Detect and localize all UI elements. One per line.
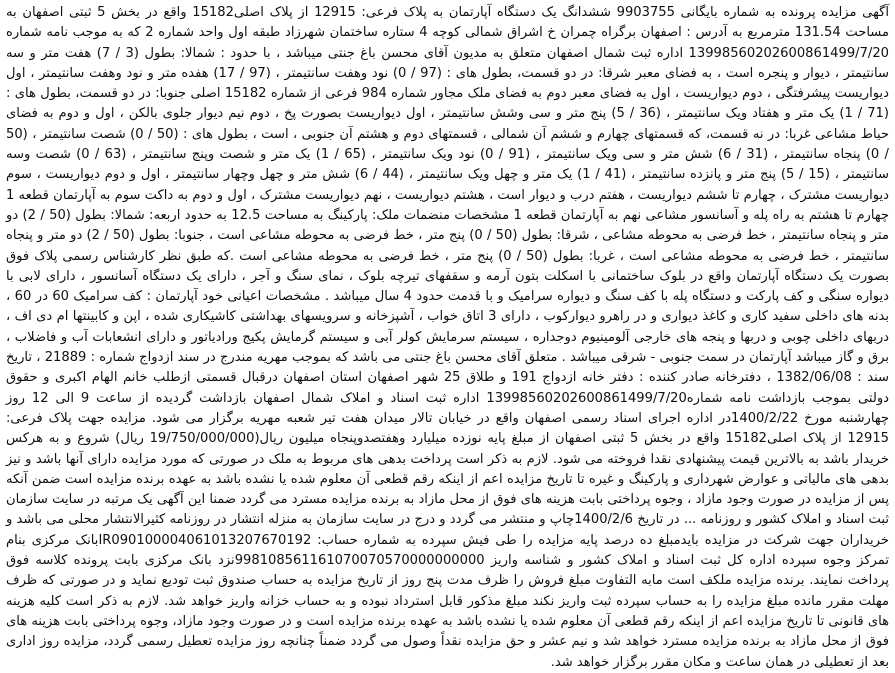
notice-body: آگهی مزایده پرونده به شماره بایگانی 9903755 ششدانگ یک دستگاه آپارتمان به پلاک فرعی: 12915 از پلاک اصلی15182 واقع در بخش 5 ثبتی اصفهان به مساحت 131.54 مترمربع به آدرس : اصفهان برگراه چمران خ اشراق شمالی کوچه 4 ستاره ساختمان شهرزاد طبقه اول واحد شماره 2 که به موجب نامه شماره 13998560202600861499/7/20 اداره ثبت شمال اصفهان متعلق به مدیون آقای محسن باغ جنتی میباشد ، با حدود : شمالا: بطول (3 / 7) هفت متر و سه سانتیمتر ، دیوار و پنجره است ، به فضای معبر شرقا: در دو قسمت، بطول های : (97 / 0) نود وهفت سانتیمتر ، (97 / 17) هفده متر و نود وهفت سانتیمتر ، اول دیواریست پیشرفتگی ، دوم دیواریست ، اول به فضای معبر دوم به فضای ملک مجاور شماره 984 فرعی از شماره 15182 اصلی جنوبا: در دو قسمت، بطول های : (71 / 1) یک متر و هفتاد ویک سانتیمتر ، (36 / 5) پنج متر و سی وشش سانتیمتر ، اول دیواریست بصورت پخ ، دوم نیم دیوار جلوی بالکن ، اول و دوم به فضای حیاط مشاعی غربا: در نه قسمت، که قسمتهای چهارم و ششم آن شمالی ، قسمتهای دوم و هشتم آن جنوبی ، است ، بطول های : (50 / 0) شصت سانتیمتر ، (50 / 0) پنجاه سانتیمتر ، (31 / 6) شش متر و سی ویک سانتیمتر ، (91 / 0) نود ویک سانتیمتر ، (65 / 1) یک متر و شصت وپنج سانتیمتر ، (63 / 0) شصت وسه سانتیمتر ، (15 / 5) پنج متر و پانزده سانتیمتر ، (41 / 1) یک متر و چهل ویک سانتیمتر ، (44 / 6) شش متر و چهل وچهار سانتیمتر ، اول و دوم دیواریست ، سوم دیواریست مشترک ، چهارم تا ششم دیواریست ، هفتم درب و دیوار است ، هشتم دیواریست ، نهم دیواریست مشترک ، اول و دوم به داکت سوم به آپارتمان قطعه 1 چهارم تا هشتم به راه پله و آسانسور مشاعی نهم به آپارتمان قطعه 1 مشخصات منضمات ملک: پارکینگ به مساحت 12.5 به حدود اربعه: شمالا: بطول (50 / 2) دو متر و پنجاه سانتیمتر ، خط فرضی به محوطه مشاعی ، شرقا: بطول (50 / 0) پنج متر ، خط فرضی به محوطه مشاعی است ، جنوبا: بطول (50 / 2) دو متر و پنجاه سانتیمتر ، خط فرضی به محوطه مشاعی است ، غربا: بطول (50 / 0) پنج متر ، خط فرضی به محوطه مشاعی است .که طبق نظر کارشناس رسمی پلاک فوق بصورت یک دستگاه آپارتمان واقع در بلوک ساختمانی با اسکلت بتون آرمه و سقفهای تیرچه بلوک ، نمای سنگ و آجر ، دارای یک دستگاه آسانسور ، دارای لابی با دیواره سنگی و کف پارکت و دستگاه پله با کف سنگ و دیواره سرامیک و با قدمت حدود 4 سال میباشد . مشخصات اعیانی خود آپارتمان : کف سرامیک 60 در 60 ، بدنه های داخلی سفید کاری و کاغذ دیواری و در راهرو دیوارکوب ، دارای 3 اتاق خواب ، آشپزخانه و سرویسهای بهداشتی کاشیکاری شده ، اپن و کابینتها ام دی اف ، دربهای داخلی چوبی و دربها و پنجه های خارجی آلومینیوم دوجداره ، سیستم سرمایش کولر آبی و سیستم گرمایش پکیج ورادیاتور و دارای انشعابات آب و فاضلاب ، برق و گاز میباشد آپارتمان در سمت جنوبی - شرقی میباشد . متعلق آقای محسن باغ جنتی می باشد که بموجب مهریه مندرج در سند ازدواج شماره : 21889 ، تاریخ سند : 1382/06/08 ، دفترخانه صادر کننده : دفتر خانه ازدواج 191 و طلاق 25 شهر اصفهان استان اصفهان درقبال قسمتی ازطلب خانم الهام اکبری و حقوق دولتی بموجب بازداشت نامه شماره13998560202600861499/7/20 اداره ثبت اسناد و املاک شمال اصفهان بازداشت گردیده از ساعت 9 الی 12 روز چهارشنبه مورخ 1400/2/22در اداره اجرای اسناد رسمی اصفهان واقع در خیابان تالار میدان هفت تیر شعبه مهریه برگزار می شود. مزایده جهت پلاک فرعی: 12915 از پلاک اصلی15182 واقع در بخش 5 ثبتی اصفهان از مبلغ پایه نوزده میلیارد وهفتصدوپنجاه میلیون ریال(19/750/000/000 ریال) شروع و به هرکس خریدار باشد به بالاترین قیمت پیشنهادی نقدا فروخته می شود. لازم به ذکر است پرداخت بدهی های مربوط به ملک در صورتی که مورد مزایده دارای آنها باشد و نیز بدهی های مالیاتی و عوارض شهرداری و پارکینگ و غیره تا تاریخ مزایده اعم از اینکه رقم قطعی آن معلوم شده یا نشده باشد به عهده برنده مزایده است ضمن آنکه پس از مزایده در صورت وجود مازاد ، وجوه پرداختی بابت هزینه های فوق از محل مازاد به برنده مزایده مسترد می گردد ضمنا این آگهی یک مرتبه در سایت سازمان ثبت اسناد و املاک کشور و روزنامه ... در تاریخ 1400/2/6چاپ و منتشر می گردد و درج در سایت سازمان به منزله انتشار در روزنامه کثیرالانتشار محلی می باشد و خریداران جهت شرکت در مزایده بایدمبلغ ده درصد پایه مزایده را طی فیش سپرده به شماره حساب: IR090100004061013207670192بانک مرکزی بنام تمرکز وجوه سپرده اداره کل ثبت اسناد و املاک کشور و شناسه واریز 998108561161070070570000000000نزد بانک مرکزی بابت پرونده کلاسه فوق پرداخت نمایند. برنده مزایده ملکف است مابه التفاوت مبلغ فروش را ظرف مدت پنج روز از تاریخ مزایده به حساب صندوق ثبت تودیع نماید و در صورتی که ظرف مهلت مقرر مانده مبلغ مزایده را به حساب سپرده ثبت واریز نکند مبلغ مذکور قابل استرداد نبوده و به حساب خزانه واریز خواهد شد. لازم به ذکر است کلیه هزینه های قانونی تا تاریخ مزایده اعم از اینکه رقم قطعی آن معلوم شده یا نشده باشد به عهده برنده مزایده است و در صورت وجود مازاد، وجوه پرداختی بابت هزینه های فوق از محل مازاد به برنده مزایده مسترد خواهد شد و نیم عشر و حق مزایده نقداً وصول می گردد ضمناً چنانچه روز مزایده تعطیل رسمی گردد، مزایده روز اداری بعد از تعطیلی در همان ساعت و مکان مقرر برگزار خواهد شد. xyxy=(6,5,890,670)
